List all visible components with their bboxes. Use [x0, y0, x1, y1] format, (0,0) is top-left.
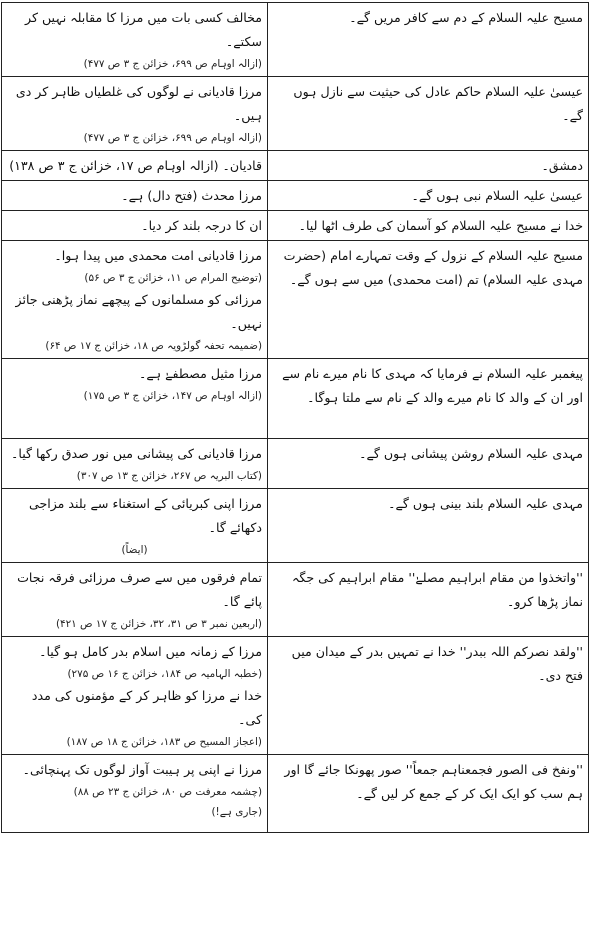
belief-cell: [268, 241, 589, 359]
claim-cell: [2, 563, 268, 637]
belief-cell: [268, 563, 589, 637]
belief-text: خدا نے مسیح علیہ السلام کو آسمان کی طرف اٹھا لیا۔: [298, 218, 583, 233]
belief-text: مہدی علیہ السلام روشن پیشانی ہوں گے۔: [359, 446, 583, 461]
reference-citation: (ضمیمہ تحفہ گولڑویہ ص ۱۸، خزائن ج ۱۷ ص ۶۴): [45, 340, 262, 352]
claim-text: مرزا نے اپنی پر ہیبت آواز لوگوں تک پہنچائی۔: [22, 762, 262, 777]
claim-text: تمام فرقوں میں سے صرف مرزائی فرقہ نجات پائے گا۔: [17, 570, 262, 609]
table-row: [2, 563, 589, 637]
table-row: [2, 637, 589, 755]
claim-cell: [2, 151, 268, 181]
belief-text: پیغمبر علیہ السلام نے فرمایا کہ مہدی کا نام میرے نام سے اور ان کے والد کا نام میرے والد کے نام سے ملتا ہوگا۔: [282, 366, 583, 405]
belief-cell: [268, 637, 589, 755]
claim-text: مخالف کسی بات میں مرزا کا مقابلہ نہیں کر سکتے۔: [25, 10, 262, 49]
belief-text: ''واتخذوا من مقام ابراہیم مصلےٰ'' مقام ابراہیم کی جگہ نماز پڑھا کرو۔: [292, 570, 583, 609]
belief-text: دمشق۔: [541, 158, 583, 173]
reference-citation: (توضیح المرام ص ۱۱، خزائن ج ۳ ص ۵۶): [84, 272, 262, 284]
reference-citation: (خطبہ الہامیہ ص ۱۸۴، خزائن ج ۱۶ ص ۲۷۵): [67, 668, 262, 680]
claim-cell: [2, 439, 268, 489]
belief-text: ''ونفخ فی الصور فجمعناہم جمعاً'' صور پھونکا جائے گا اور ہم سب کو ایک ایک کر کے جمع کر لیں گے۔: [284, 762, 583, 801]
belief-cell: [268, 439, 589, 489]
table-row: [2, 181, 589, 211]
claim-text: مرزا مثیل مصطفےٰ ہے۔: [138, 366, 262, 381]
claim-cell: [2, 359, 268, 439]
table-body: [2, 3, 589, 833]
belief-text: ''ولقد نصرکم اللہ ببدر'' خدا نے تمہیں بدر کے میدان میں فتح دی۔: [291, 644, 583, 683]
belief-cell: [268, 755, 589, 833]
belief-text: مسیح علیہ السلام کے نزول کے وقت تمہارے امام (حضرت مہدی علیہ السلام) تم (امت محمدی) میں سے ہوں گے۔: [283, 248, 583, 287]
belief-cell: [268, 489, 589, 563]
reference-citation: (ازالہ اوہام ص ۱۴۷، خزائن ج ۳ ص ۱۷۵): [83, 390, 262, 402]
claim-text: مرزا قادیانی کی پیشانی میں نور صدق رکھا گیا۔: [10, 446, 262, 461]
claim-cell: [2, 489, 268, 563]
table-row: [2, 755, 589, 833]
belief-text: عیسیٰ علیہ السلام نبی ہوں گے۔: [411, 188, 583, 203]
reference-citation: (کتاب البریہ ص ۲۶۷، خزائن ج ۱۳ ص ۳۰۷): [76, 470, 262, 482]
belief-cell: [268, 151, 589, 181]
claim-cell: [2, 181, 268, 211]
claim-text: مرزا کے زمانہ میں اسلام بدر کامل ہو گیا۔: [39, 644, 262, 659]
belief-text: مسیح علیہ السلام کے دم سے کافر مریں گے۔: [349, 10, 583, 25]
claim-text: قادیان۔ (ازالہ اوہام ص ۱۷، خزائن ج ۳ ص ۱۳۸): [9, 158, 262, 173]
claim-cell: [2, 637, 268, 755]
belief-cell: [268, 77, 589, 151]
belief-text: عیسیٰ علیہ السلام حاکم عادل کی حیثیت سے نازل ہوں گے۔: [293, 84, 583, 123]
table-row: [2, 359, 589, 439]
reference-citation: (جاری ہے!): [211, 806, 262, 818]
table-row: [2, 489, 589, 563]
claim-cell: [2, 211, 268, 241]
claim-text: ان کا درجہ بلند کر دیا۔: [141, 218, 262, 233]
claim-cell: [2, 241, 268, 359]
comparison-table: [1, 2, 589, 833]
belief-cell: [268, 359, 589, 439]
table-row: [2, 241, 589, 359]
claim-text: خدا نے مرزا کو ظاہر کر کے مؤمنوں کی مدد کی۔: [31, 688, 262, 727]
belief-cell: [268, 211, 589, 241]
table-row: [2, 211, 589, 241]
claim-cell: [2, 3, 268, 77]
belief-cell: [268, 181, 589, 211]
claim-cell: [2, 77, 268, 151]
claim-text: مرزائی کو مسلمانوں کے پیچھے نماز پڑھنی جائز نہیں۔: [15, 292, 262, 331]
table-row: [2, 151, 589, 181]
reference-citation: (ایضاً): [121, 544, 148, 556]
claim-text: مرزا قادیانی نے لوگوں کی غلطیاں ظاہر کر دی ہیں۔: [15, 84, 262, 123]
claim-text: مرزا قادیانی امت محمدی میں پیدا ہوا۔: [54, 248, 262, 263]
table-row: [2, 439, 589, 489]
claim-text: مرزا محدث (فتح دال) ہے۔: [121, 188, 262, 203]
reference-citation: (اربعین نمبر ۳ ص ۳۱، ۳۲، خزائن ج ۱۷ ص ۴۲۱): [55, 618, 262, 630]
reference-citation: (اعجاز المسیح ص ۱۸۳، خزائن ج ۱۸ ص ۱۸۷): [66, 736, 262, 748]
reference-citation: (چشمہ معرفت ص ۸۰، خزائن ج ۲۳ ص ۸۸): [73, 786, 262, 798]
reference-citation: (ازالہ اوہام ص ۶۹۹، خزائن ج ۳ ص ۴۷۷): [83, 132, 262, 144]
table-row: [2, 3, 589, 77]
table-row: [2, 77, 589, 151]
claim-cell: [2, 755, 268, 833]
claim-text: مرزا اپنی کبریائی کے استغناء سے بلند مزاجی دکھائے گا۔: [28, 496, 262, 535]
belief-text: مہدی علیہ السلام بلند بینی ہوں گے۔: [388, 496, 583, 511]
belief-cell: [268, 3, 589, 77]
reference-citation: (ازالہ اوہام ص ۶۹۹، خزائن ج ۳ ص ۴۷۷): [83, 58, 262, 70]
